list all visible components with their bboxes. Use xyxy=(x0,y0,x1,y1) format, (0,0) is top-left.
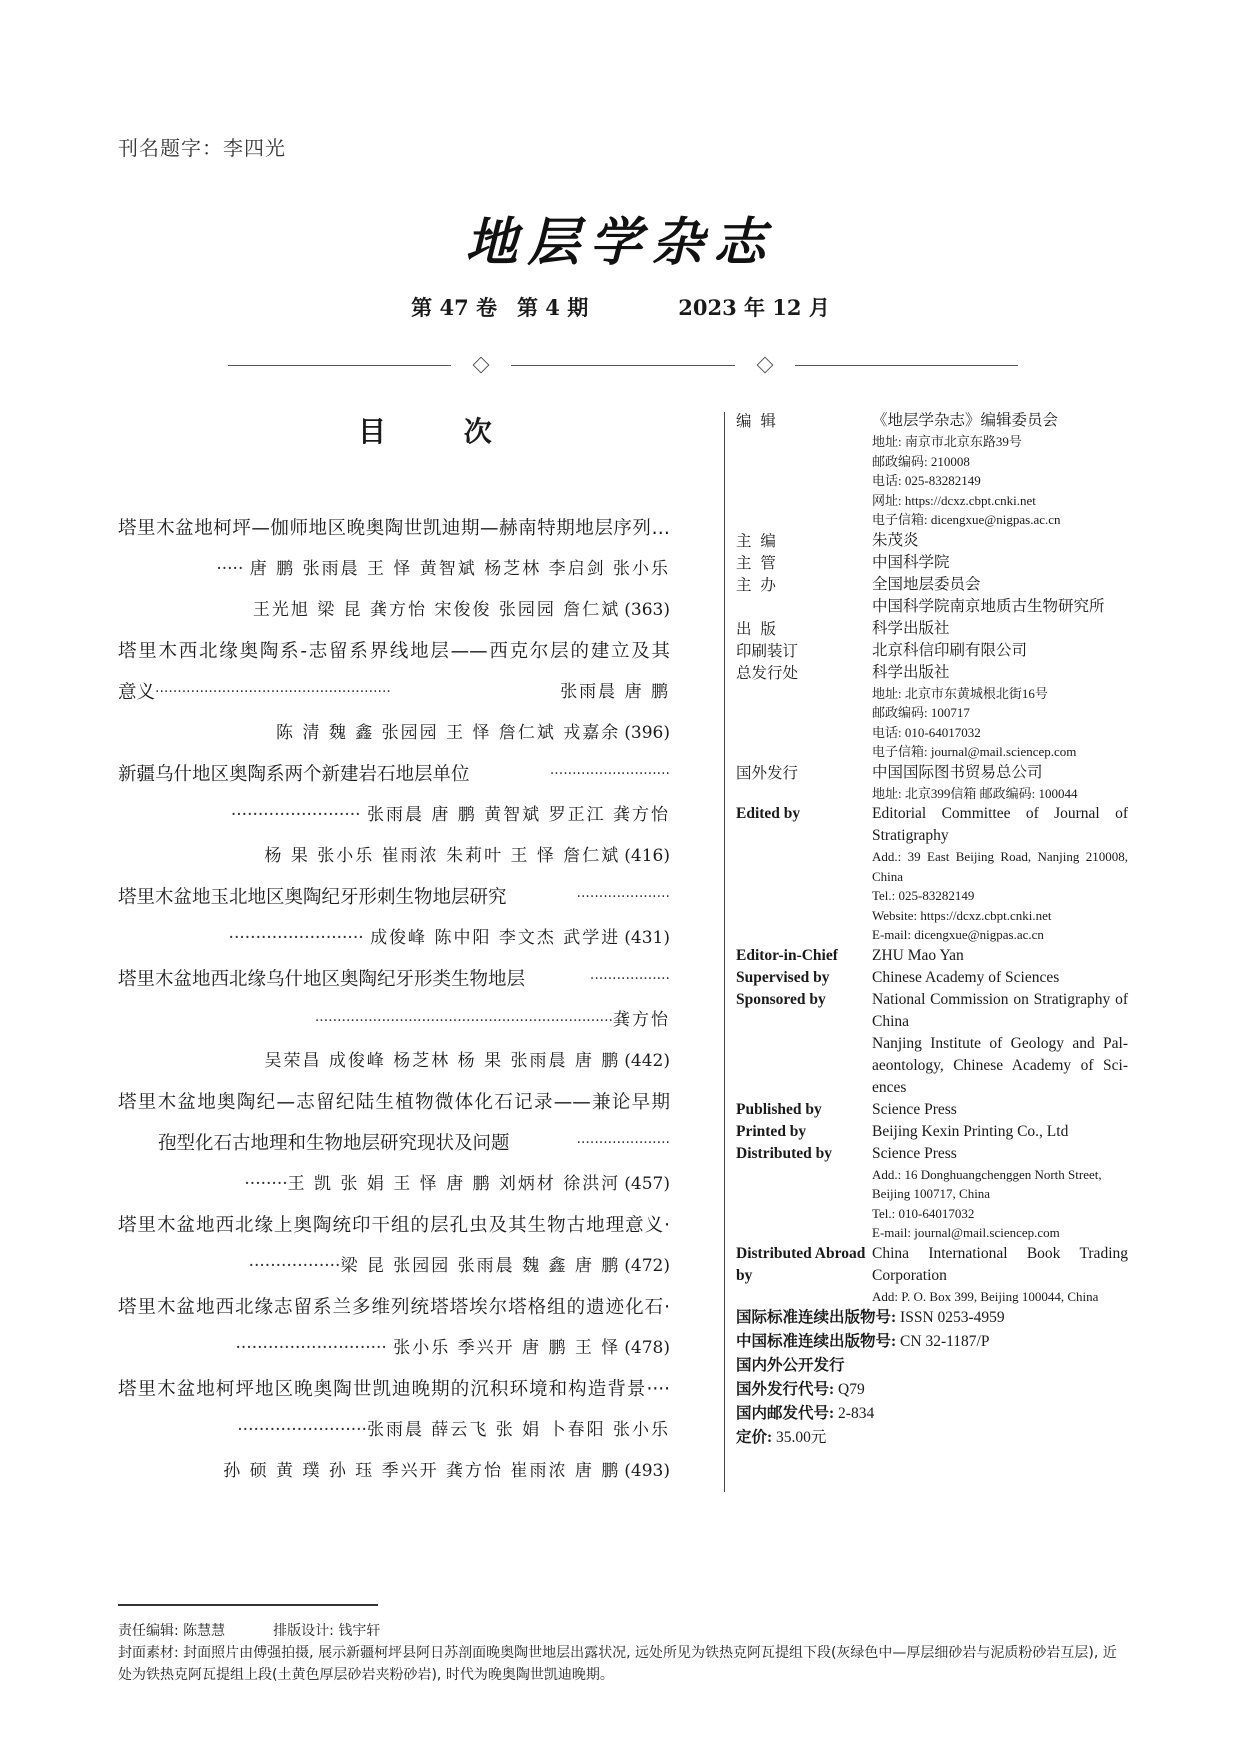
title-calligraphy-credit: 刊名题字：李四光 xyxy=(118,136,286,160)
diamond-icon xyxy=(473,357,490,374)
authors: 张小乐 季兴开 唐 鹏 王 怿 xyxy=(393,1338,621,1358)
issue-date: 2023 年 12 月 xyxy=(678,295,830,320)
code-value: 35.00元 xyxy=(776,1429,827,1446)
info-detail: 电话: 025-83282149 xyxy=(872,473,981,488)
credits-line xyxy=(118,1620,1128,1642)
toc-entry-authors xyxy=(118,1164,670,1205)
info-label: 主 办 xyxy=(736,575,778,594)
info-detail: 地址: 北京399信箱 邮政编码: 100044 xyxy=(872,785,1078,801)
website-link[interactable]: Website: https://dcxz.cbpt.cnki.net xyxy=(872,907,1052,923)
info-value: 科学出版社 xyxy=(872,619,950,637)
code-value: ISSN 0253-4959 xyxy=(900,1309,1005,1326)
info-label: 编 辑 xyxy=(736,412,778,430)
info-value: Nanjing Institute of Geology and Pal-aeontology, Chinese Academy of Sci-ences xyxy=(872,1034,1128,1096)
layout-designer: 排版设计: 钱宇轩 xyxy=(273,1623,381,1639)
info-label: 国外发行 xyxy=(736,763,799,782)
article-link[interactable]: 塔里木西北缘奥陶系-志留系界线地层——西克尔层的建立及其 xyxy=(118,641,670,662)
authors: 唐 鹏 张雨晨 王 怿 黄智斌 杨芝林 李启剑 张小乐 xyxy=(249,559,670,579)
page-number[interactable]: (431) xyxy=(624,928,670,948)
issue-line xyxy=(0,292,1241,322)
issn-line xyxy=(736,1306,1128,1330)
email-link[interactable]: E-mail: journal@mail.sciencep.com xyxy=(872,1225,1060,1240)
toc-entry-title[interactable] xyxy=(118,959,670,1000)
info-label: 主 编 xyxy=(736,531,778,550)
authors: 吴荣昌 成俊峰 杨芝林 杨 果 张雨晨 唐 鹏 xyxy=(264,1051,621,1071)
authors: 张雨晨 唐 鹏 黄智斌 罗正江 龚方怡 xyxy=(366,805,670,825)
leader-dots: ···························· xyxy=(235,1338,387,1358)
authors: 张雨晨 薛云飞 张 娟 卜春阳 张小乐 xyxy=(366,1420,670,1440)
page-number[interactable]: (472) xyxy=(624,1256,670,1276)
code-label: 定价: xyxy=(736,1429,773,1446)
info-detail: 地址: 南京市北京东路39号 xyxy=(872,434,1022,449)
leader-dots: ····· xyxy=(216,559,244,579)
info-value: 《地层学杂志》编辑委员会 xyxy=(872,412,1059,429)
code-label: 国外发行代号: xyxy=(736,1381,835,1398)
authors: 张雨晨 唐 鹏 xyxy=(560,682,670,702)
info-value: National Commission on Stratigraphy of China xyxy=(872,990,1128,1030)
info-value: Beijing Kexin Printing Co., Ltd xyxy=(872,1122,1069,1140)
distribution-note xyxy=(736,1354,1128,1378)
toc-entry-authors xyxy=(118,1328,670,1369)
leader-dots: ················· xyxy=(248,1256,341,1276)
leader-dots: ····················· xyxy=(576,889,670,905)
toc-entry-authors xyxy=(118,590,670,631)
leader-dots: ························ xyxy=(237,1420,367,1440)
info-label: Edited by xyxy=(736,805,801,822)
toc-entry-authors xyxy=(118,836,670,877)
toc-entry-authors xyxy=(118,713,670,754)
info-label: 主 管 xyxy=(736,553,778,572)
authors: 杨 果 张小乐 崔雨浓 朱莉叶 王 怿 詹仁斌 xyxy=(264,846,621,866)
page-number[interactable]: (363) xyxy=(624,600,670,620)
article-link[interactable]: 塔里木盆地西北缘上奥陶统印干组的层孔虫及其生物古地理意义· xyxy=(118,1215,670,1236)
info-label: Editor-in-Chief xyxy=(736,946,838,964)
toc-entry-title[interactable] xyxy=(118,1082,670,1123)
leader-dots: ····················· xyxy=(576,1135,670,1151)
toc-entry-authors xyxy=(118,1000,670,1041)
info-detail: Add.: 39 East Beijing Road, Nanjing 210008, China xyxy=(872,849,1128,884)
foreign-code-line xyxy=(736,1378,1128,1402)
authors: 龚方怡 xyxy=(613,1010,670,1030)
info-label: Distributed by xyxy=(736,1144,833,1162)
toc-entry-title[interactable] xyxy=(118,508,670,549)
info-value: 中国科学院 xyxy=(872,553,950,571)
email-link[interactable]: 电子信箱: journal@mail.sciencep.com xyxy=(872,744,1077,759)
cover-note: 封面素材: 封面照片由傅强拍摄, 展示新疆柯坪县阿日苏剖面晚奥陶世地层出露状况, 远处所见为铁热克阿瓦提组下段(灰绿色中—厚层细砂岩与泥质粉砂岩互层), 近处为铁热克阿瓦提组上段(土黄色厚层砂岩夹粉砂岩), 时代为晚奥陶世凯迪晚期。 xyxy=(118,1645,1117,1683)
column-divider xyxy=(724,412,725,1492)
info-value: 科学出版社 xyxy=(872,663,950,681)
info-value: Science Press xyxy=(872,1100,957,1118)
info-value: Chinese Academy of Sciences xyxy=(872,968,1060,986)
info-detail: Add.: 16 Donghuangchenggen North Street, Beijing 100717, China xyxy=(872,1166,1102,1201)
toc-entry-title[interactable] xyxy=(118,1287,670,1328)
info-value: 朱茂炎 xyxy=(872,531,919,549)
info-label: 印刷装订 xyxy=(736,641,799,660)
code-label: 国内邮发代号: xyxy=(736,1405,835,1422)
email-link[interactable]: 电子信箱: dicengxue@nigpas.ac.cn xyxy=(872,512,1061,527)
leader-dots: ····················································· xyxy=(155,684,391,700)
toc-heading: 目 次 xyxy=(358,415,526,448)
article-link[interactable]: 意义 xyxy=(118,682,156,703)
article-link[interactable]: 新疆乌什地区奥陶系两个新建岩石地层单位 xyxy=(118,764,470,785)
code-label: 国际标准连续出版物号: xyxy=(736,1309,897,1326)
toc-entry-title[interactable] xyxy=(118,754,670,795)
issue-number: 第 4 期 xyxy=(517,295,589,320)
info-value: ZHU Mao Yan xyxy=(872,946,964,964)
page-number[interactable]: (396) xyxy=(624,723,670,743)
toc-entry-authors xyxy=(118,795,670,836)
toc-entry-authors xyxy=(118,1410,670,1451)
toc-entry-title[interactable] xyxy=(118,672,670,713)
authors: 王 凯 张 娟 王 怿 唐 鹏 刘炳材 徐洪河 xyxy=(287,1174,621,1194)
ornament-divider xyxy=(228,355,1018,375)
article-link[interactable]: 塔里木盆地西北缘乌什地区奥陶纪牙形类生物地层 xyxy=(118,969,526,990)
info-label: Sponsored by xyxy=(736,990,826,1008)
authors: 成俊峰 陈中阳 李文杰 武学进 xyxy=(370,928,621,948)
article-link[interactable]: 塔里木盆地柯坪—伽师地区晚奥陶世凯迪期—赫南特期地层序列… xyxy=(118,518,670,539)
info-value: 全国地层委员会 xyxy=(872,575,981,593)
toc-entry-authors xyxy=(118,549,670,590)
email-link[interactable]: E-mail: dicengxue@nigpas.ac.cn xyxy=(872,927,1044,942)
page-number[interactable]: (493) xyxy=(624,1461,670,1481)
page-number[interactable]: (457) xyxy=(624,1174,670,1194)
masthead-info-panel xyxy=(736,410,1128,1450)
info-detail: 邮政编码: 100717 xyxy=(872,705,970,720)
toc-entry-title[interactable] xyxy=(118,1123,670,1164)
page-number[interactable]: (478) xyxy=(624,1338,670,1358)
website-link[interactable]: 网址: https://dcxz.cbpt.cnki.net xyxy=(872,492,1036,508)
divider-rule xyxy=(228,365,451,366)
info-label: 出 版 xyxy=(736,619,778,638)
article-link[interactable]: 孢型化石古地理和生物地层研究现状及问题 xyxy=(158,1133,510,1154)
info-detail: Tel.: 010-64017032 xyxy=(872,1205,975,1221)
info-label: Supervised by xyxy=(736,968,830,986)
responsible-editor: 责任编辑: 陈慧慧 xyxy=(118,1623,226,1639)
page-number[interactable]: (416) xyxy=(624,846,670,866)
diamond-icon xyxy=(756,357,773,374)
leader-dots: ··························· xyxy=(549,766,670,782)
info-value: 中国国际图书贸易总公司 xyxy=(872,763,1043,781)
divider-rule xyxy=(795,365,1018,366)
authors: 陈 清 魏 鑫 张园园 王 怿 詹仁斌 戎嘉余 xyxy=(276,723,621,743)
toc-entry-authors xyxy=(118,1451,670,1492)
price-line xyxy=(736,1426,1128,1450)
info-detail: 邮政编码: 210008 xyxy=(872,453,970,469)
info-label: 总发行处 xyxy=(736,663,799,682)
info-detail: 电话: 010-64017032 xyxy=(872,724,981,740)
journal-masthead: 地层学杂志 xyxy=(465,212,776,273)
code-value: CN 32-1187/P xyxy=(900,1333,990,1350)
page-number[interactable]: (442) xyxy=(624,1051,670,1071)
toc-entry-authors xyxy=(118,1246,670,1287)
footer-notes xyxy=(118,1620,1128,1686)
code-label: 国内外公开发行 xyxy=(736,1357,845,1374)
info-label: Published by xyxy=(736,1100,822,1118)
leader-dots: ························· xyxy=(228,928,364,948)
article-link[interactable]: 塔里木盆地柯坪地区晚奥陶世凯迪晚期的沉积环境和构造背景···· xyxy=(118,1379,670,1400)
info-label: Printed by xyxy=(736,1122,807,1140)
authors: 王光旭 梁 昆 龚方怡 宋俊俊 张园园 詹仁斌 xyxy=(252,600,621,620)
volume: 第 47 卷 xyxy=(411,295,497,320)
authors: 梁 昆 张园园 张雨晨 魏 鑫 唐 鹏 xyxy=(340,1256,621,1276)
article-link[interactable]: 塔里木盆地西北缘志留系兰多维列统塔塔埃尔塔格组的遗迹化石· xyxy=(118,1297,670,1318)
code-value: Q79 xyxy=(838,1381,865,1398)
leader-dots: ························ xyxy=(230,805,361,825)
info-detail: Add: P. O. Box 399, Beijing 100044, China xyxy=(872,1288,1099,1304)
toc-entry-title[interactable] xyxy=(118,1369,670,1410)
toc-entry-title[interactable] xyxy=(118,1205,670,1246)
info-value: 中国科学院南京地质古生物研究所 xyxy=(872,597,1105,615)
toc-entry-authors xyxy=(118,1041,670,1082)
divider-rule xyxy=(511,365,734,366)
info-detail: Tel.: 025-83282149 xyxy=(872,888,975,903)
info-detail: 地址: 北京市东黄城根北街16号 xyxy=(872,685,1048,701)
footnote-rule xyxy=(118,1604,378,1606)
leader-dots: ·················· xyxy=(589,971,670,987)
toc-entry-title[interactable] xyxy=(118,631,670,672)
authors: 孙 硕 黄 璞 孙 珏 季兴开 龚方怡 崔雨浓 唐 鹏 xyxy=(223,1461,621,1481)
toc-entry-authors xyxy=(118,918,670,959)
info-value: Editorial Committee of Journal of Stratigraphy xyxy=(872,805,1128,844)
article-link[interactable]: 塔里木盆地奥陶纪—志留纪陆生植物微体化石记录——兼论早期 xyxy=(118,1092,670,1113)
code-value: 2-834 xyxy=(838,1405,875,1422)
info-value: 北京科信印刷有限公司 xyxy=(872,641,1028,659)
info-value: China International Book Trading Corporation xyxy=(872,1244,1128,1284)
info-label: Distributed Abroad by xyxy=(736,1244,866,1284)
article-link[interactable]: 塔里木盆地玉北地区奥陶纪牙形刺生物地层研究 xyxy=(118,887,507,908)
toc-entry-title[interactable] xyxy=(118,877,670,918)
table-of-contents xyxy=(118,508,670,1492)
postal-code-line xyxy=(736,1402,1128,1426)
code-label: 中国标准连续出版物号: xyxy=(736,1333,897,1350)
info-value: Science Press xyxy=(872,1144,957,1162)
cn-line xyxy=(736,1330,1128,1354)
leader-dots: ··································································· xyxy=(314,1013,613,1029)
leader-dots: ········ xyxy=(244,1174,288,1194)
